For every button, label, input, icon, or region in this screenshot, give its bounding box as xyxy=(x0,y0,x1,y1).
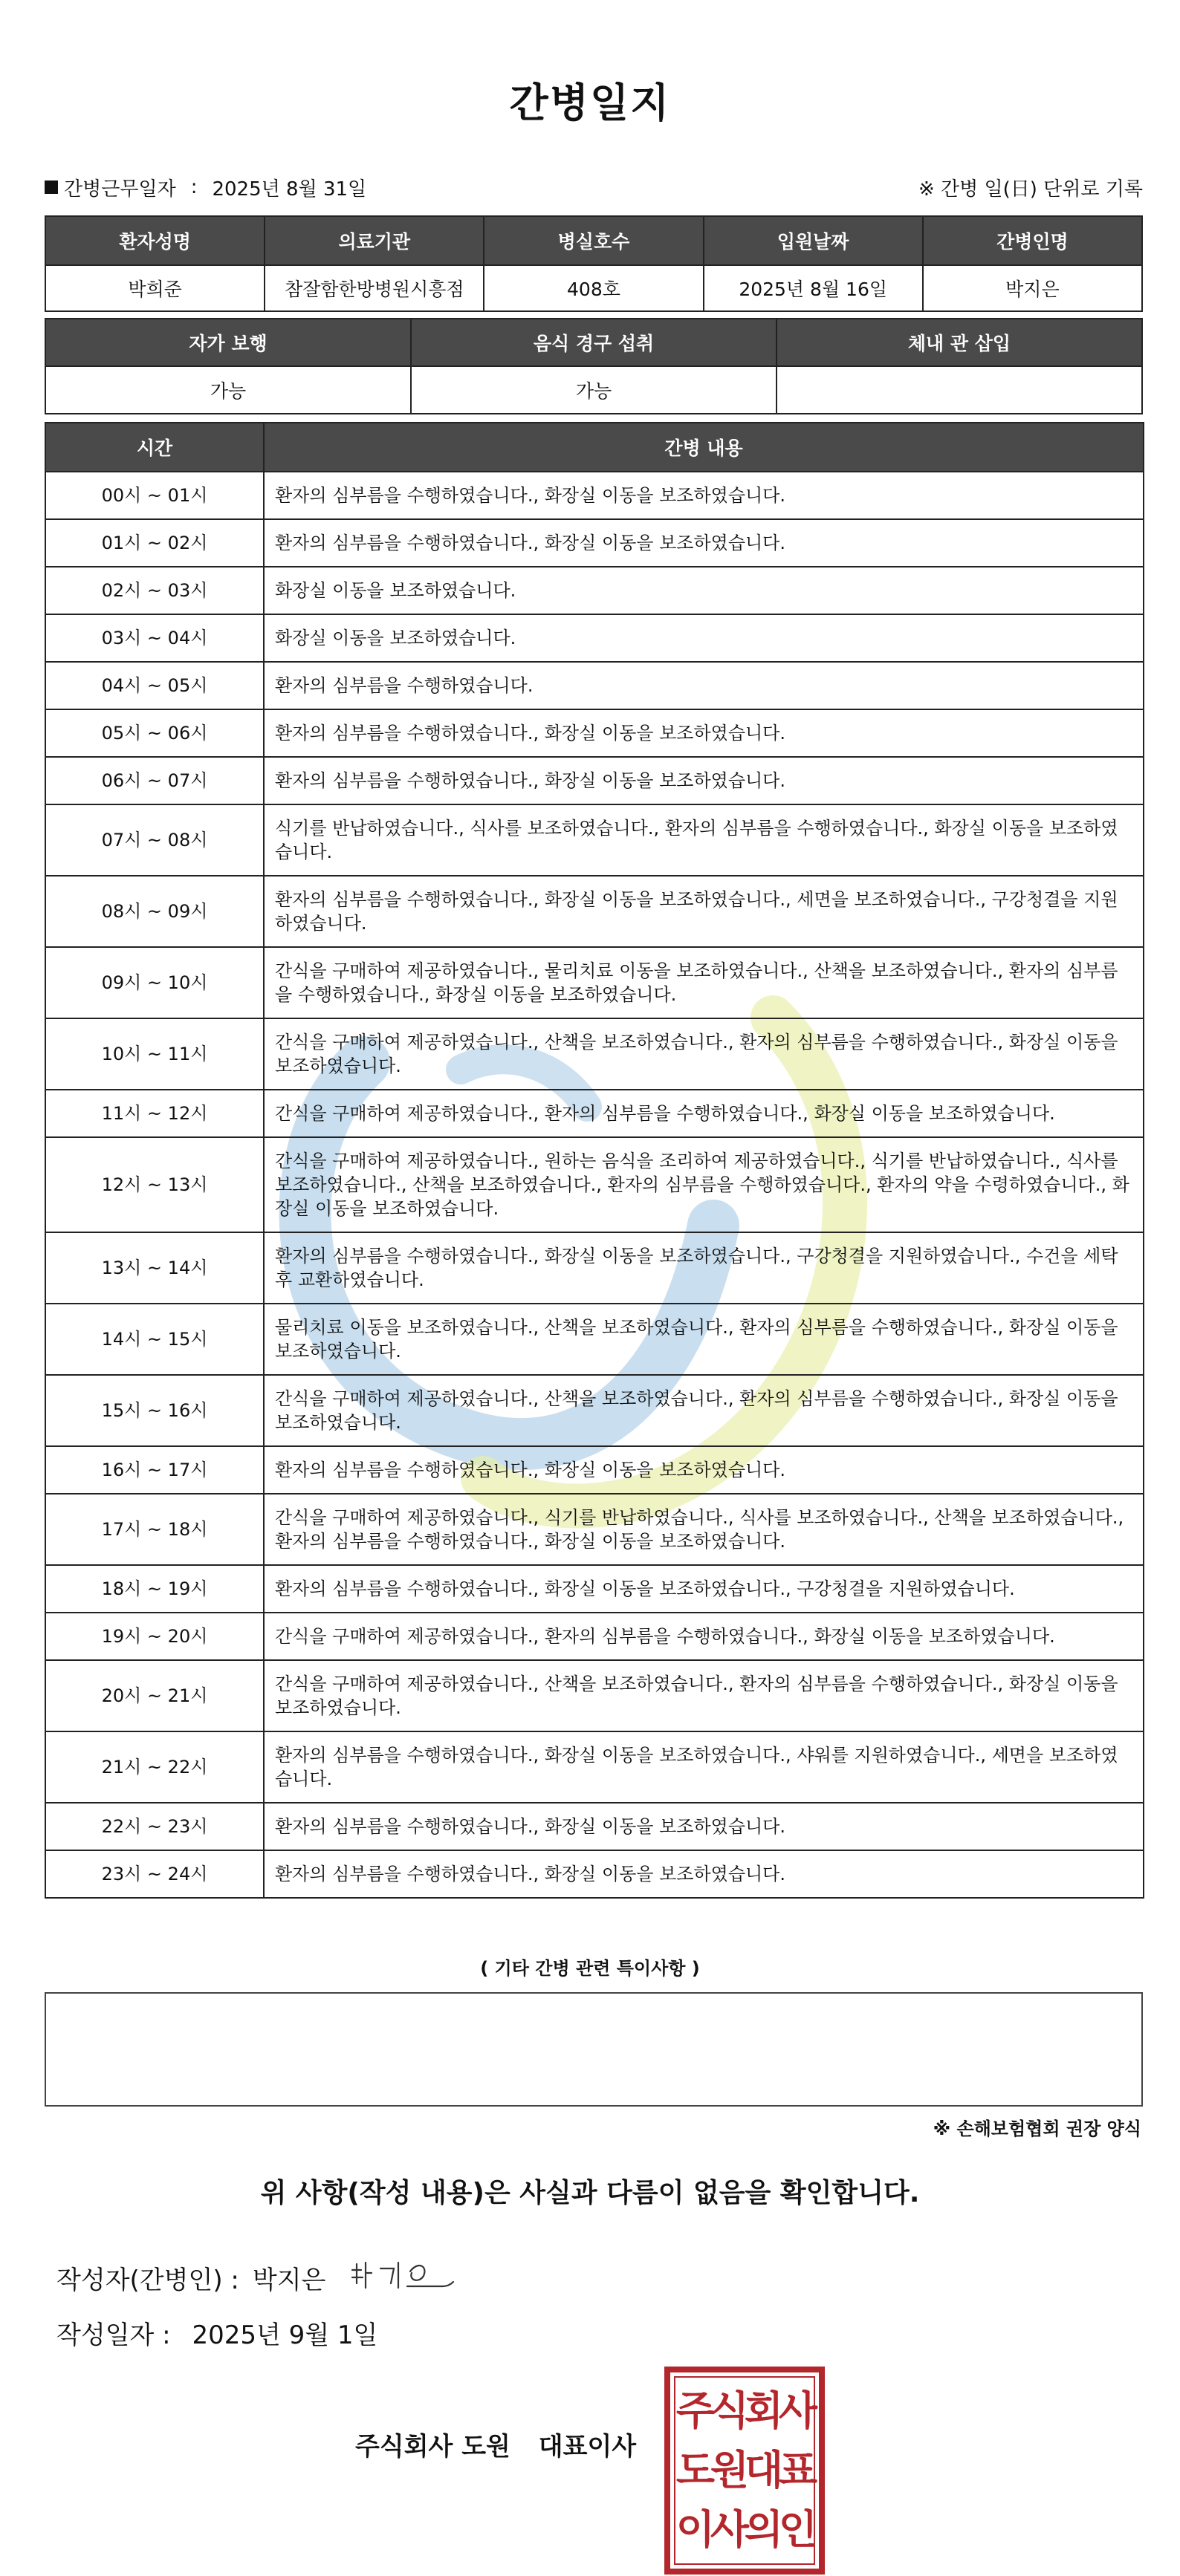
table-row xyxy=(45,876,1144,947)
time-slot: 00시 ~ 01시 xyxy=(45,472,264,519)
time-slot: 12시 ~ 13시 xyxy=(45,1137,264,1232)
time-slot: 03시 ~ 04시 xyxy=(45,614,264,662)
svg-text:식: 식 xyxy=(710,2387,750,2434)
care-content: 환자의 심부름을 수행하였습니다., 화장실 이동을 보조하였습니다. xyxy=(264,519,1144,567)
time-slot: 13시 ~ 14시 xyxy=(45,1232,264,1304)
time-slot: 05시 ~ 06시 xyxy=(45,709,264,757)
svg-text:원: 원 xyxy=(710,2447,750,2494)
care-content: 환자의 심부름을 수행하였습니다., 화장실 이동을 보조하였습니다. xyxy=(264,757,1144,804)
care-content: 간식을 구매하여 제공하였습니다., 환자의 심부름을 수행하였습니다., 화장실 이동을 보조하였습니다. xyxy=(264,1613,1144,1660)
care-content: 환자의 심부름을 수행하였습니다., 화장실 이동을 보조하였습니다., 세면을 보조하였습니다., 구강청결을 지원하였습니다. xyxy=(264,876,1144,947)
handwritten-signature-icon xyxy=(345,2255,464,2300)
table-row xyxy=(45,1850,1144,1898)
table-row xyxy=(45,567,1144,614)
svg-text:주: 주 xyxy=(675,2387,716,2434)
representative-title: 대표이사 xyxy=(538,2432,637,2462)
care-content: 환자의 심부름을 수행하였습니다., 화장실 이동을 보조하였습니다. xyxy=(264,709,1144,757)
company-name: 주식회사 도원 xyxy=(355,2432,510,2462)
patient-info-header-row xyxy=(45,216,1142,265)
time-slot: 16시 ~ 17시 xyxy=(45,1446,264,1494)
writer-line xyxy=(56,2255,464,2300)
care-content: 식기를 반납하였습니다., 식사를 보조하였습니다., 환자의 심부름을 수행하였습니다., 화장실 이동을 보조하였습니다. xyxy=(264,804,1144,876)
time-slot: 04시 ~ 05시 xyxy=(45,662,264,709)
time-slot: 08시 ~ 09시 xyxy=(45,876,264,947)
svg-text:도: 도 xyxy=(675,2447,716,2494)
table-row xyxy=(45,709,1144,757)
table-row xyxy=(45,1731,1144,1803)
care-content: 간식을 구매하여 제공하였습니다., 산책을 보조하였습니다., 환자의 심부름을 수행하였습니다., 화장실 이동을 보조하였습니다. xyxy=(264,1018,1144,1090)
table-row xyxy=(45,1660,1144,1731)
table-row xyxy=(45,1494,1144,1565)
caregiver-name: 박지은 xyxy=(923,265,1142,311)
table-row xyxy=(45,1565,1144,1613)
time-slot: 09시 ~ 10시 xyxy=(45,947,264,1018)
unit-note: ※ 간병 일(日) 단위로 기록 xyxy=(918,178,1143,201)
care-content: 간식을 구매하여 제공하였습니다., 식기를 반납하였습니다., 식사를 보조하였습니다., 산책을 보조하였습니다., 환자의 심부름을 수행하였습니다., 화장실 이동을 보조하였습니다. xyxy=(264,1494,1144,1565)
square-bullet-icon xyxy=(45,180,58,194)
patient-name: 박희준 xyxy=(45,265,265,311)
svg-text:이: 이 xyxy=(675,2506,716,2553)
writer-label: 작성자(간병인) : xyxy=(56,2265,239,2295)
work-date-value: 2025년 8월 31일 xyxy=(212,178,367,201)
svg-text:사: 사 xyxy=(710,2506,750,2553)
work-date-separator: : xyxy=(190,176,198,198)
table-row xyxy=(45,1137,1144,1232)
svg-text:회: 회 xyxy=(744,2387,784,2434)
care-content: 환자의 심부름을 수행하였습니다., 화장실 이동을 보조하였습니다., 구강청결을 지원하였습니다. xyxy=(264,1565,1144,1613)
care-content: 환자의 심부름을 수행하였습니다., 화장실 이동을 보조하였습니다. xyxy=(264,1803,1144,1850)
time-slot: 11시 ~ 12시 xyxy=(45,1090,264,1137)
ability-value-row xyxy=(45,366,1142,414)
care-content: 물리치료 이동을 보조하였습니다., 산책을 보조하였습니다., 환자의 심부름을 수행하였습니다., 화장실 이동을 보조하였습니다. xyxy=(264,1304,1144,1375)
care-content: 간식을 구매하여 제공하였습니다., 산책을 보조하였습니다., 환자의 심부름을 수행하였습니다., 화장실 이동을 보조하였습니다. xyxy=(264,1375,1144,1446)
remarks-title: ( 기타 간병 관련 특이사항 ) xyxy=(480,1958,700,1979)
care-content: 환자의 심부름을 수행하였습니다., 화장실 이동을 보조하였습니다. xyxy=(264,472,1144,519)
work-date-label: 간병근무일자 xyxy=(64,178,176,201)
time-slot: 18시 ~ 19시 xyxy=(45,1565,264,1613)
document-title: 간병일지 xyxy=(509,79,671,126)
care-content: 환자의 심부름을 수행하였습니다. xyxy=(264,662,1144,709)
table-row xyxy=(45,1304,1144,1375)
ability-header-row xyxy=(45,319,1142,366)
form-note: ※ 손해보험협회 권장 양식 xyxy=(933,2118,1141,2139)
room-number: 408호 xyxy=(484,265,703,311)
company-signature-line xyxy=(355,2426,636,2462)
confirmation-statement: 위 사항(작성 내용)은 사실과 다름이 없음을 확인합니다. xyxy=(260,2178,920,2208)
table-row xyxy=(45,1375,1144,1446)
time-slot: 19시 ~ 20시 xyxy=(45,1613,264,1660)
patient-info-table xyxy=(45,215,1143,312)
time-slot: 01시 ~ 02시 xyxy=(45,519,264,567)
header-self-walking: 자가 보행 xyxy=(45,319,411,366)
care-content: 간식을 구매하여 제공하였습니다., 물리치료 이동을 보조하였습니다., 산책을 보조하였습니다., 환자의 심부름을 수행하였습니다., 화장실 이동을 보조하였습니다. xyxy=(264,947,1144,1018)
time-slot: 06시 ~ 07시 xyxy=(45,757,264,804)
care-content: 화장실 이동을 보조하였습니다. xyxy=(264,567,1144,614)
admission-date: 2025년 8월 16일 xyxy=(704,265,923,311)
care-content: 환자의 심부름을 수행하였습니다., 화장실 이동을 보조하였습니다. xyxy=(264,1850,1144,1898)
write-date-line xyxy=(56,2315,377,2351)
work-date-row xyxy=(45,172,1143,202)
header-patient-name: 환자성명 xyxy=(45,216,265,265)
svg-text:의: 의 xyxy=(744,2506,784,2553)
time-slot: 02시 ~ 03시 xyxy=(45,567,264,614)
header-caregiver: 간병인명 xyxy=(923,216,1142,265)
svg-text:표: 표 xyxy=(778,2447,818,2494)
header-room: 병실호수 xyxy=(484,216,703,265)
work-date xyxy=(45,174,366,201)
header-oral-intake: 음식 경구 섭취 xyxy=(411,319,777,366)
table-row xyxy=(45,947,1144,1018)
table-row xyxy=(45,804,1144,876)
table-row xyxy=(45,1803,1144,1850)
writer-name: 박지은 xyxy=(252,2265,326,2295)
header-care-content: 간병 내용 xyxy=(264,423,1144,472)
time-slot: 20시 ~ 21시 xyxy=(45,1660,264,1731)
oral-intake-value: 가능 xyxy=(411,366,777,414)
time-slot: 07시 ~ 08시 xyxy=(45,804,264,876)
table-row xyxy=(45,519,1144,567)
table-row xyxy=(45,1613,1144,1660)
table-row xyxy=(45,472,1144,519)
header-time: 시간 xyxy=(45,423,264,472)
table-row xyxy=(45,662,1144,709)
tube-insertion-value xyxy=(777,366,1142,414)
write-date-label: 작성일자 : xyxy=(56,2320,171,2350)
svg-text:대: 대 xyxy=(744,2447,784,2494)
care-content: 간식을 구매하여 제공하였습니다., 원하는 음식을 조리하여 제공하였습니다., 식기를 반납하였습니다., 식사를 보조하였습니다., 산책을 보조하였습니다., 환자의 심부름을 수행하였습니다., 환자의 약을 수령하였습니다., 화장실 이동을 보조하였습니다. xyxy=(264,1137,1144,1232)
patient-ability-table xyxy=(45,318,1143,414)
header-hospital: 의료기관 xyxy=(265,216,484,265)
hospital-name: 참잘함한방병원시흥점 xyxy=(265,265,484,311)
care-content: 환자의 심부름을 수행하였습니다., 화장실 이동을 보조하였습니다., 샤워를 지원하였습니다., 세면을 보조하였습니다. xyxy=(264,1731,1144,1803)
time-slot: 15시 ~ 16시 xyxy=(45,1375,264,1446)
table-row xyxy=(45,1018,1144,1090)
time-slot: 10시 ~ 11시 xyxy=(45,1018,264,1090)
time-slot: 22시 ~ 23시 xyxy=(45,1803,264,1850)
care-content: 환자의 심부름을 수행하였습니다., 화장실 이동을 보조하였습니다., 구강청결을 지원하였습니다., 수건을 세탁 후 교환하였습니다. xyxy=(264,1232,1144,1304)
table-row xyxy=(45,1446,1144,1494)
care-content: 간식을 구매하여 제공하였습니다., 산책을 보조하였습니다., 환자의 심부름을 수행하였습니다., 화장실 이동을 보조하였습니다. xyxy=(264,1660,1144,1731)
write-date-value: 2025년 9월 1일 xyxy=(192,2320,378,2350)
remarks-box xyxy=(45,1992,1143,2107)
care-content: 간식을 구매하여 제공하였습니다., 환자의 심부름을 수행하였습니다., 화장실 이동을 보조하였습니다. xyxy=(264,1090,1144,1137)
company-seal-icon xyxy=(661,2365,828,2576)
header-tube-insertion: 체내 관 삽입 xyxy=(777,319,1142,366)
time-slot: 14시 ~ 15시 xyxy=(45,1304,264,1375)
care-log-table xyxy=(45,422,1144,1899)
time-slot: 17시 ~ 18시 xyxy=(45,1494,264,1565)
time-slot: 23시 ~ 24시 xyxy=(45,1850,264,1898)
time-slot: 21시 ~ 22시 xyxy=(45,1731,264,1803)
header-admission-date: 입원날짜 xyxy=(704,216,923,265)
care-content: 환자의 심부름을 수행하였습니다., 화장실 이동을 보조하였습니다. xyxy=(264,1446,1144,1494)
self-walking-value: 가능 xyxy=(45,366,411,414)
care-log-header-row xyxy=(45,423,1144,472)
svg-text:인: 인 xyxy=(778,2506,818,2553)
svg-text:사: 사 xyxy=(778,2387,818,2434)
table-row xyxy=(45,614,1144,662)
table-row xyxy=(45,757,1144,804)
patient-info-value-row xyxy=(45,265,1142,311)
care-content: 화장실 이동을 보조하였습니다. xyxy=(264,614,1144,662)
table-row xyxy=(45,1232,1144,1304)
table-row xyxy=(45,1090,1144,1137)
